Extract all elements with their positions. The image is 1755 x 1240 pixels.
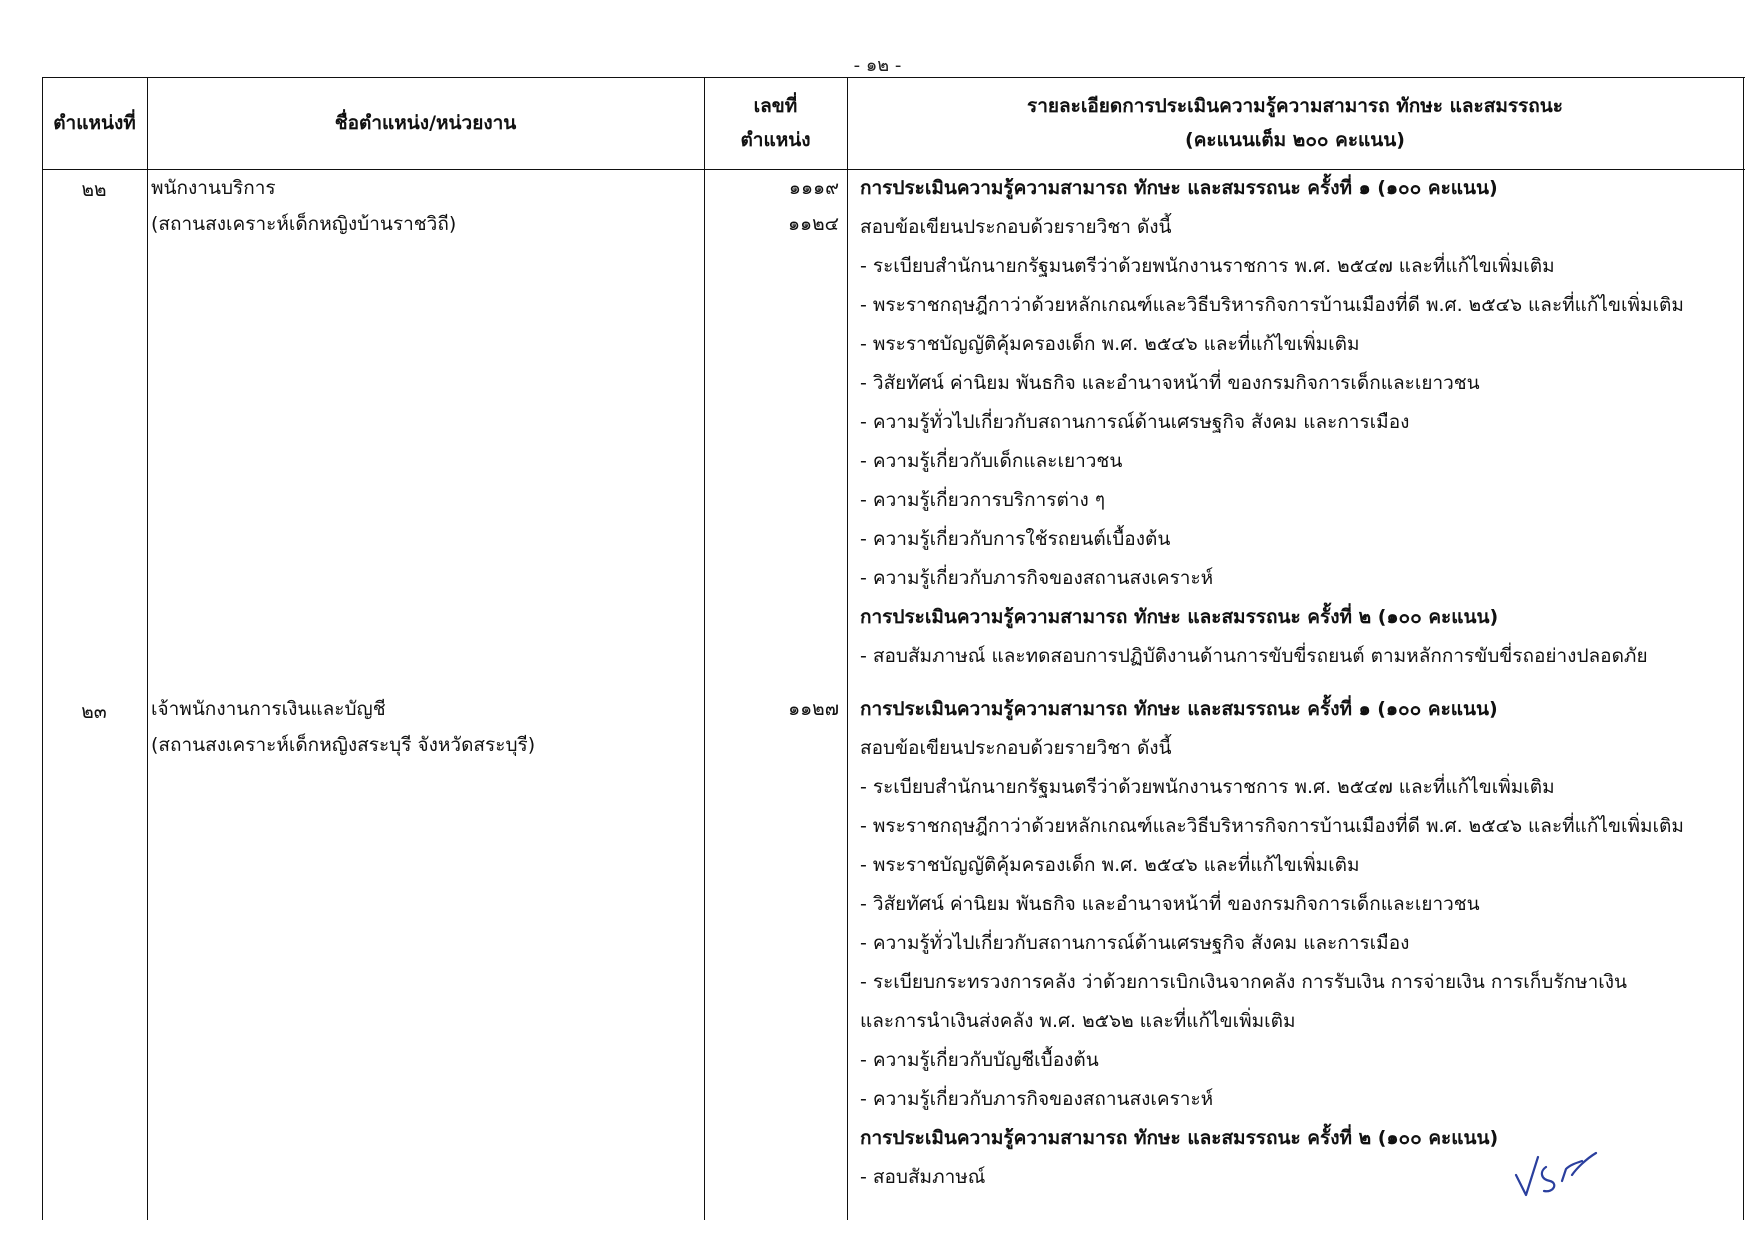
position-unit-line2: (สถานสงเคราะห์เด็กหญิงบ้านราชวิถี)	[151, 213, 457, 235]
header-position-index-label: ตำแหน่งที่	[53, 112, 136, 134]
detail-line: - วิสัยทัศน์ ค่านิยม พันธกิจ และอำนาจหน้าที่ ของกรมกิจการเด็กและเยาวชน	[860, 893, 1480, 915]
detail-line: - ความรู้เกี่ยวกับภารกิจของสถานสงเคราะห์	[860, 567, 1214, 589]
page-number: - ๑๒ -	[853, 55, 902, 76]
position-code: ๑๑๒๔	[787, 213, 839, 235]
detail-line: - ความรู้ทั่วไปเกี่ยวกับสถานการณ์ด้านเศรษฐกิจ สังคม และการเมือง	[860, 932, 1410, 954]
detail-line: - ความรู้เกี่ยวการบริการต่าง ๆ	[860, 489, 1106, 511]
header-details-line2: (คะแนนเต็ม ๒๐๐ คะแนน)	[1185, 129, 1405, 151]
header-position-code-line2: ตำแหน่ง	[740, 129, 811, 151]
assessment-details	[860, 690, 1740, 1197]
table-border-right	[1743, 77, 1744, 1220]
column-divider	[704, 77, 705, 1220]
detail-line: - สอบสัมภาษณ์	[860, 1166, 986, 1188]
header-position-index	[42, 77, 147, 169]
position-title-line1: พนักงานบริการ	[151, 177, 276, 199]
detail-line: - ความรู้เกี่ยวกับเด็กและเยาวชน	[860, 450, 1123, 472]
detail-line: - พระราชบัญญัติคุ้มครองเด็ก พ.ศ. ๒๕๔๖ และที่แก้ไขเพิ่มเติม	[860, 854, 1360, 876]
detail-line: - ระเบียบสำนักนายกรัฐมนตรีว่าด้วยพนักงานราชการ พ.ศ. ๒๕๔๗ และที่แก้ไขเพิ่มเติม	[860, 776, 1555, 798]
detail-line: - พระราชบัญญัติคุ้มครองเด็ก พ.ศ. ๒๕๔๖ และที่แก้ไขเพิ่มเติม	[860, 333, 1360, 355]
assessment-round-heading: การประเมินความรู้ความสามารถ ทักษะ และสมรรถนะ ครั้งที่ ๑ (๑๐๐ คะแนน)	[860, 698, 1498, 720]
assessment-round-heading: การประเมินความรู้ความสามารถ ทักษะ และสมรรถนะ ครั้งที่ ๒ (๑๐๐ คะแนน)	[860, 606, 1499, 628]
position-codes	[708, 691, 839, 727]
header-position-title-label: ชื่อตำแหน่ง/หน่วยงาน	[334, 112, 517, 134]
row-index: ๒๓	[81, 701, 107, 723]
assessment-round-heading: การประเมินความรู้ความสามารถ ทักษะ และสมรรถนะ ครั้งที่ ๒ (๑๐๐ คะแนน)	[860, 1127, 1499, 1149]
detail-line: สอบข้อเขียนประกอบด้วยรายวิชา ดังนี้	[860, 216, 1172, 238]
column-divider	[147, 77, 148, 1220]
table-border-left	[42, 77, 43, 1220]
handwritten-signature	[1510, 1145, 1600, 1205]
assessment-round-heading: การประเมินความรู้ความสามารถ ทักษะ และสมรรถนะ ครั้งที่ ๑ (๑๐๐ คะแนน)	[860, 177, 1498, 199]
header-details	[847, 77, 1743, 169]
assessment-table	[42, 77, 1744, 1220]
position-title-line1: เจ้าพนักงานการเงินและบัญชี	[151, 698, 386, 720]
position-codes	[708, 170, 839, 242]
position-title	[151, 170, 456, 242]
position-code: ๑๑๑๙	[788, 177, 839, 199]
detail-line: - ความรู้เกี่ยวกับบัญชีเบื้องต้น	[860, 1049, 1099, 1071]
detail-line: - พระราชกฤษฎีกาว่าด้วยหลักเกณฑ์และวิธีบริหารกิจการบ้านเมืองที่ดี พ.ศ. ๒๕๔๖ และที่แก้ไขเพิ่มเติม	[860, 815, 1684, 837]
header-position-code-line1: เลขที่	[753, 95, 798, 117]
detail-line: - วิสัยทัศน์ ค่านิยม พันธกิจ และอำนาจหน้าที่ ของกรมกิจการเด็กและเยาวชน	[860, 372, 1480, 394]
detail-line: - พระราชกฤษฎีกาว่าด้วยหลักเกณฑ์และวิธีบริหารกิจการบ้านเมืองที่ดี พ.ศ. ๒๕๔๖ และที่แก้ไขเพิ่มเติม	[860, 294, 1684, 316]
detail-line: - ระเบียบสำนักนายกรัฐมนตรีว่าด้วยพนักงานราชการ พ.ศ. ๒๕๔๗ และที่แก้ไขเพิ่มเติม	[860, 255, 1555, 277]
detail-line: สอบข้อเขียนประกอบด้วยรายวิชา ดังนี้	[860, 737, 1172, 759]
position-code: ๑๑๒๗	[788, 698, 839, 720]
header-position-code	[704, 77, 847, 169]
header-position-title	[147, 77, 704, 169]
detail-line: และการนำเงินส่งคลัง พ.ศ. ๒๕๖๒ และที่แก้ไขเพิ่มเติม	[860, 1010, 1296, 1032]
detail-line: - ระเบียบกระทรวงการคลัง ว่าด้วยการเบิกเงินจากคลัง การรับเงิน การจ่ายเงิน การเก็บรักษาเงิน	[860, 971, 1627, 993]
row-index: ๒๒	[81, 179, 107, 201]
detail-line: - สอบสัมภาษณ์ และทดสอบการปฏิบัติงานด้านการขับขี่รถยนต์ ตามหลักการขับขี่รถอย่างปลอดภัย	[860, 645, 1648, 667]
detail-line: - ความรู้เกี่ยวกับภารกิจของสถานสงเคราะห์	[860, 1088, 1214, 1110]
detail-line: - ความรู้เกี่ยวกับการใช้รถยนต์เบื้องต้น	[860, 528, 1171, 550]
detail-line: - ความรู้ทั่วไปเกี่ยวกับสถานการณ์ด้านเศรษฐกิจ สังคม และการเมือง	[860, 411, 1410, 433]
header-details-line1: รายละเอียดการประเมินความรู้ความสามารถ ทักษะ และสมรรถนะ	[1027, 95, 1563, 117]
position-title	[151, 691, 535, 763]
column-divider	[847, 77, 848, 1220]
position-unit-line2: (สถานสงเคราะห์เด็กหญิงสระบุรี จังหวัดสระบุรี)	[151, 734, 536, 756]
assessment-details	[860, 169, 1740, 676]
